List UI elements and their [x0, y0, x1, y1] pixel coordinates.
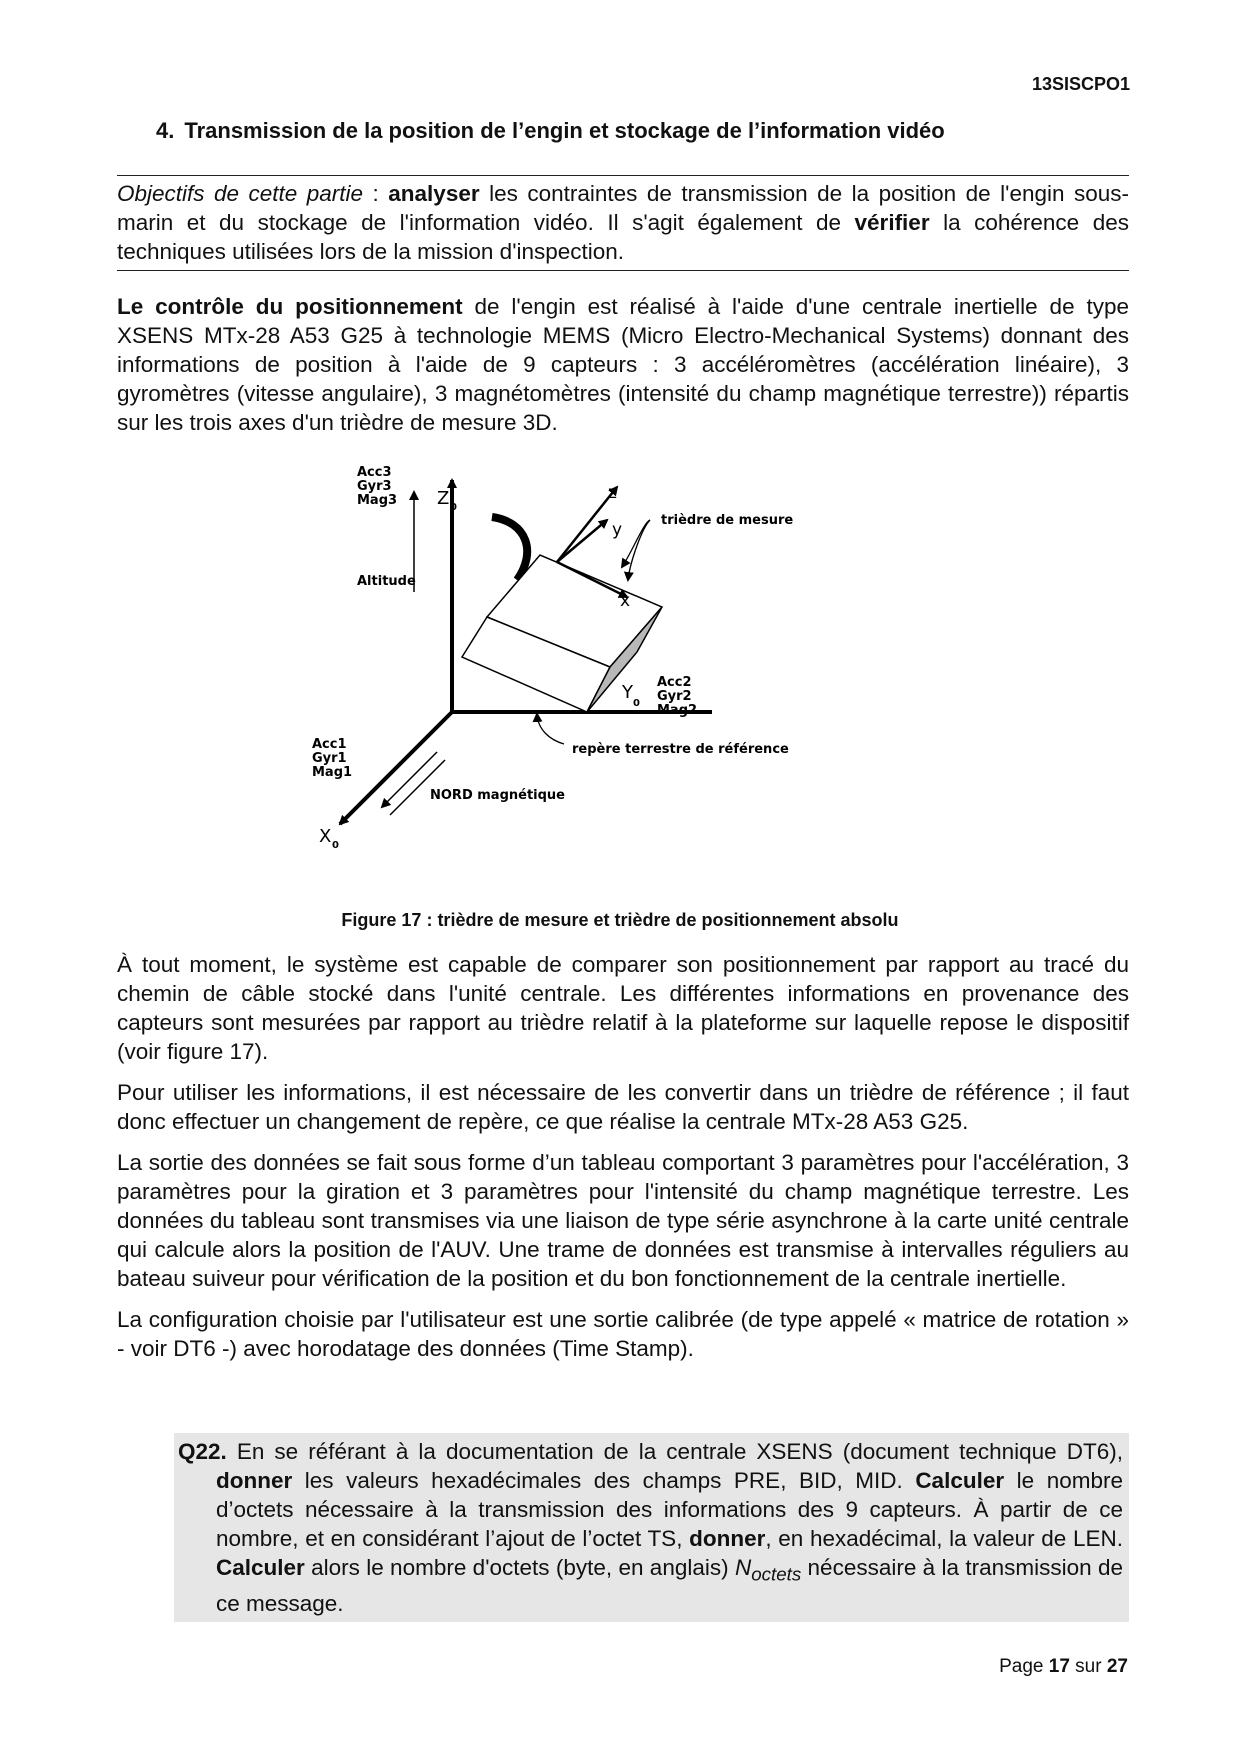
paragraph-configuration: La configuration choisie par l'utilisateur est une sortie calibrée (de type appelé « matrice de rotation » - voir DT6 -) avec horodatage des données (Time Stamp). [117, 1307, 1129, 1361]
triedre-diagram [312, 462, 892, 892]
q-t5: alors le nombre d'octets (byte, en anglais) [304, 1555, 735, 1580]
objectives-text2: la cohérence des techniques utilisées lors de la mission d'inspection. [117, 210, 1129, 264]
q-t6: nécessaire à la transmission de ce message. [216, 1555, 1124, 1616]
label-z0: Z [437, 488, 450, 509]
label-x0: X [319, 826, 332, 847]
objectives-sep: : [363, 181, 389, 206]
figure-caption: Figure 17 : trièdre de mesure et trièdre de positionnement absolu [341, 910, 899, 930]
y-axis [557, 520, 607, 562]
q-b4: Calculer [216, 1555, 305, 1580]
label-acc1: Acc1 [312, 737, 347, 752]
paragraph-moment: À tout moment, le système est capable de comparer son positionnement par rapport au tracé du chemin de câble stocké dans l'unité centrale. Les différentes informations en provenance des capteurs sont mesurées par rapport au trièdre relatif à la plateforme sur laquelle repose le dispositif (voir figure 17). [117, 952, 1129, 1064]
label-z: z [608, 483, 617, 503]
section-number: 4. [156, 118, 175, 143]
section-title [156, 118, 945, 144]
q-b1: donner [216, 1468, 293, 1493]
north-arrow-1 [382, 752, 437, 807]
label-x0-sub: 0 [332, 840, 339, 851]
x0-axis [340, 712, 452, 824]
label-acc3: Acc3 [357, 465, 392, 480]
objectives-bold-verifier: vérifier [854, 210, 930, 235]
paragraph-sortie: La sortie des données se fait sous forme d’un tableau comportant 3 paramètres pour l'accélération, 3 paramètres pour la giration et 3 paramètres pour l'intensité du champ magnétique terrestre. Les données du tableau sont transmises via une liaison de type série asynchrone à la carte unité centrale qui calcule alors la position de l'AUV. Une trame de données est transmise à intervalles réguliers au bateau suiveur pour vérification de la position et du bon fonctionnement de la centrale inertielle. [117, 1150, 1129, 1291]
label-triedre-mesure: trièdre de mesure [661, 513, 794, 528]
q-t1: En se référant à la documentation de la centrale XSENS (document technique DT6), [226, 1439, 1123, 1464]
label-acc2: Acc2 [657, 675, 692, 690]
label-mag3: Mag3 [357, 493, 398, 508]
q-b3: donner [689, 1526, 766, 1551]
pointer-repere [537, 714, 564, 744]
label-repere: repère terrestre de référence [572, 742, 789, 757]
page-footer [999, 1656, 1128, 1678]
objectives-box [117, 175, 1129, 271]
q-t3: le nombre d’octets nécessaire à la transmission des informations des 9 capteurs. À partir de ce nombre, et en considérant l’ajout de l’octet TS, [216, 1468, 1123, 1551]
label-z0-sub: 0 [450, 502, 457, 513]
label-y: y [612, 520, 623, 540]
q-t2: les valeurs hexadécimales des champs PRE, BID, MID. [292, 1468, 916, 1493]
objectives-text1: les contraintes de transmission de la position de l'engin sous-marin et du stockage de l'information vidéo. Il s'agit également de [117, 181, 1130, 235]
label-nord: NORD magnétique [430, 788, 566, 803]
p1-bold: Le contrôle du positionnement [117, 294, 463, 319]
paragraph-controle [117, 292, 1129, 437]
label-x: x [620, 591, 631, 611]
footer-prefix: Page [999, 1656, 1049, 1677]
q-t4: , en hexadécimal, la valeur de LEN. [765, 1526, 1123, 1551]
objectives-paragraph [117, 179, 1129, 266]
label-y0: Y [622, 682, 633, 703]
question-number: Q22. [178, 1439, 227, 1464]
label-y0-sub: 0 [633, 698, 640, 709]
q-n: N [734, 1555, 752, 1580]
footer-page: 17 [1048, 1656, 1070, 1677]
label-mag2: Mag2 [657, 703, 698, 718]
q-b2: Calculer [915, 1468, 1005, 1493]
label-mag1: Mag1 [312, 765, 353, 780]
q-n-sub: octets [751, 1563, 802, 1585]
pointer-triedre-1 [622, 520, 650, 567]
footer-total: 27 [1106, 1656, 1128, 1677]
objectives-bold-analyser: analyser [388, 181, 480, 206]
paragraph-utiliser: Pour utiliser les informations, il est nécessaire de les convertir dans un trièdre de référence ; il faut donc effectuer un changement de repère, ce que réalise la centrale MTx-28 A53 G25. [117, 1080, 1129, 1134]
label-gyr2: Gyr2 [657, 689, 692, 704]
label-altitude: Altitude [357, 574, 416, 589]
footer-mid: sur [1069, 1656, 1107, 1677]
label-gyr1: Gyr1 [312, 751, 347, 766]
body-text [117, 950, 1129, 1375]
question-text [178, 1437, 1123, 1618]
label-gyr3: Gyr3 [357, 479, 392, 494]
section-title-text: Transmission de la position de l’engin et stockage de l’information vidéo [184, 118, 945, 143]
question-q22 [174, 1433, 1129, 1622]
figure-17 [312, 462, 892, 892]
p1-text: de l'engin est réalisé à l'aide d'une centrale inertielle de type XSENS MTx-28 A53 G25 à technologie MEMS (Micro Electro-Mechanical Systems) donnant des informations de position à l'aide de 9 capteurs : 3 accéléromètres (accélération linéaire), 3 gyromètres (vitesse angulaire), 3 magnétomètres (intensité du champ magnétique terrestre)) répartis sur les trois axes d'un trièdre de mesure 3D. [117, 294, 1129, 435]
objectives-label: Objectifs de cette partie [117, 181, 364, 206]
document-code: 13SISCPO1 [1031, 74, 1130, 94]
cable [492, 517, 527, 580]
